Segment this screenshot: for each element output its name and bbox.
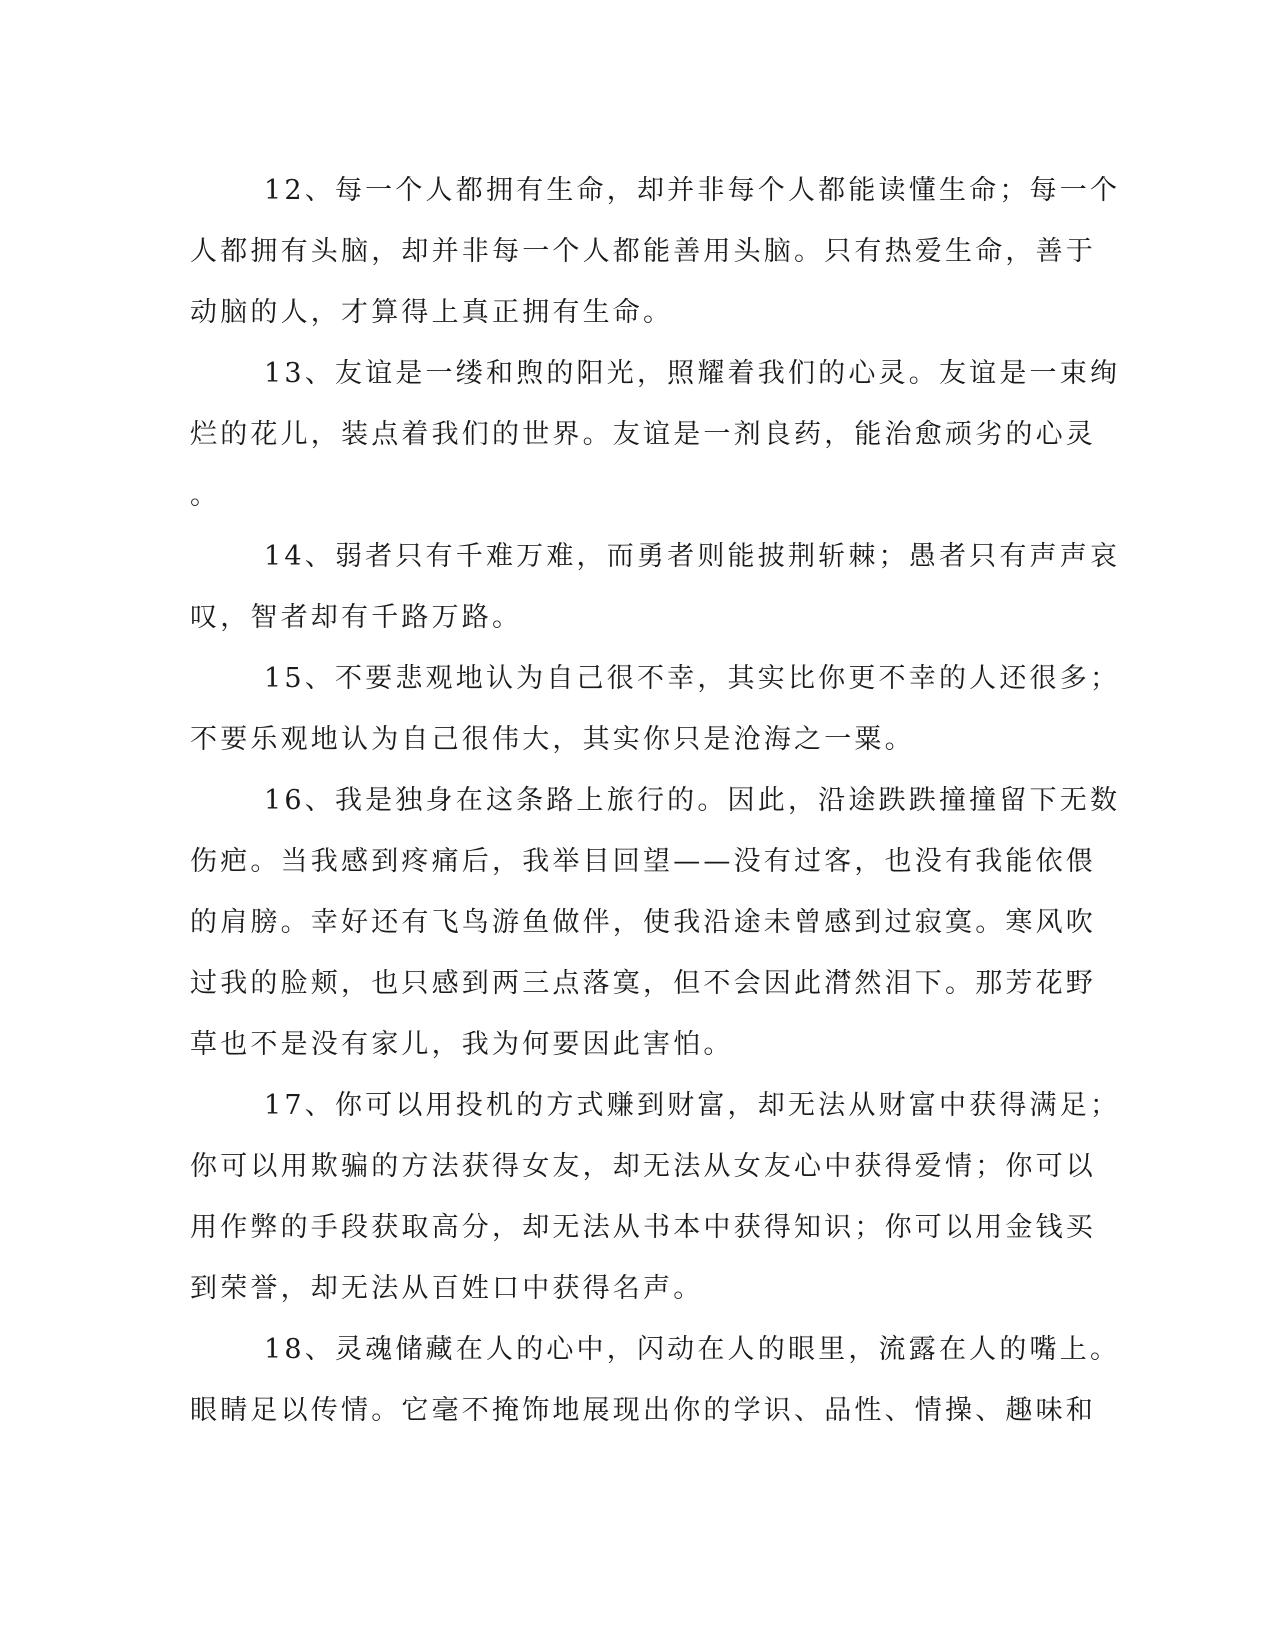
text-line: 14、弱者只有千难万难，而勇者则能披荆斩棘；愚者只有声声哀 (264, 541, 1121, 572)
text-line: 眼睛足以传情。它毫不掩饰地展现出你的学识、品性、情操、趣味和 (190, 1395, 1096, 1426)
text-line: 的肩膀。幸好还有飞鸟游鱼做伴，使我沿途未曾感到过寂寞。寒风吹 (190, 907, 1096, 938)
paragraph-17 (190, 1075, 1121, 1319)
text-line: 过我的脸颊，也只感到两三点落寞，但不会因此潸然泪下。那芳花野 (190, 968, 1096, 999)
text-line: 18、灵魂储藏在人的心中，闪动在人的眼里，流露在人的嘴上。 (264, 1334, 1121, 1365)
text-line: 烂的花儿，装点着我们的世界。友谊是一剂良药，能治愈顽劣的心灵 (190, 419, 1096, 450)
text-line: 叹，智者却有千路万路。 (190, 602, 523, 633)
paragraph-14 (190, 526, 1121, 648)
text-line: 到荣誉，却无法从百姓口中获得名声。 (190, 1273, 704, 1304)
text-line: 人都拥有头脑，却并非每一个人都能善用头脑。只有热爱生命，善于 (190, 236, 1096, 267)
paragraph-18 (190, 1319, 1121, 1441)
text-line: 伤疤。当我感到疼痛后，我举目回望——没有过客，也没有我能依偎 (190, 846, 1096, 877)
text-line: 用作弊的手段获取高分，却无法从书本中获得知识；你可以用金钱买 (190, 1212, 1096, 1243)
text-line: 动脑的人，才算得上真正拥有生命。 (190, 297, 674, 328)
text-line: 13、友谊是一缕和煦的阳光，照耀着我们的心灵。友谊是一束绚 (264, 358, 1121, 389)
text-line: 17、你可以用投机的方式赚到财富，却无法从财富中获得满足； (264, 1090, 1121, 1121)
paragraph-16 (190, 770, 1121, 1075)
text-line: 。 (190, 480, 221, 511)
text-line: 你可以用欺骗的方法获得女友，却无法从女友心中获得爱情；你可以 (190, 1151, 1096, 1182)
text-line: 16、我是独身在这条路上旅行的。因此，沿途跌跌撞撞留下无数 (264, 785, 1121, 816)
paragraph-13 (190, 343, 1121, 526)
document-body (190, 160, 1121, 1441)
text-line: 不要乐观地认为自己很伟大，其实你只是沧海之一粟。 (190, 724, 915, 755)
paragraph-12 (190, 160, 1121, 343)
text-line: 15、不要悲观地认为自己很不幸，其实比你更不幸的人还很多； (264, 663, 1121, 694)
text-line: 12、每一个人都拥有生命，却并非每个人都能读懂生命；每一个 (264, 175, 1121, 206)
text-line: 草也不是没有家儿，我为何要因此害怕。 (190, 1029, 734, 1060)
paragraph-15 (190, 648, 1121, 770)
